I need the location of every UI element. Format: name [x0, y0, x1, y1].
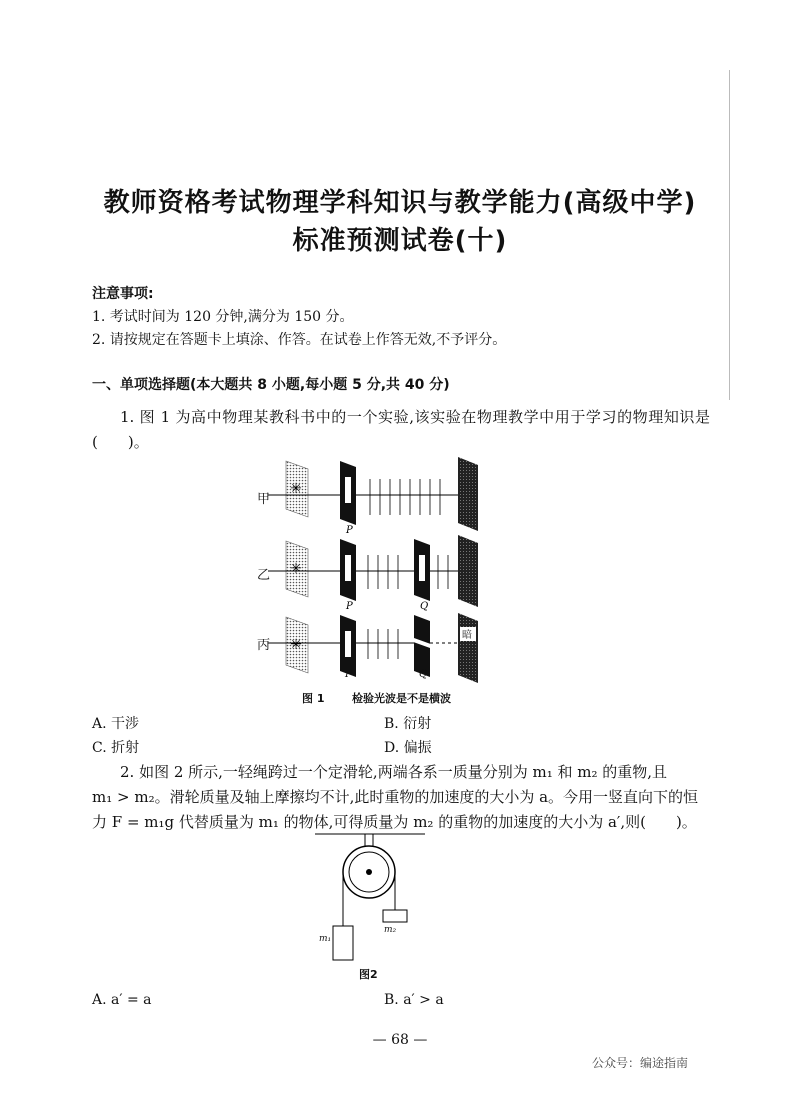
figure-1-polarization [250, 455, 490, 685]
figure-row-yi [268, 535, 478, 612]
figure-1-dark-label: 暗 [462, 630, 472, 641]
figure-1-row-label-bing: 丙 [257, 638, 271, 653]
section-heading: 一、单项选择题(本大题共 8 小题,每小题 5 分,共 40 分) [92, 377, 450, 393]
watermark-text: 公众号：编途指南 [592, 1056, 689, 1070]
svg-text:✳: ✳ [290, 481, 302, 497]
figure-2-label-m1: m₁ [319, 934, 332, 944]
exam-title-line1: 教师资格考试物理学科知识与教学能力(高级中学) [103, 188, 697, 218]
svg-text:Q: Q [420, 601, 429, 612]
figure-2-caption: 图2 [359, 968, 378, 981]
q1-option-d: D. 偏振 [384, 740, 432, 756]
question-2-line-3: 力 F = m₁g 代替质量为 m₁ 的物体,可得质量为 m₂ 的重物的加速度的大小为 a′,则( )。 [92, 813, 697, 831]
question-2-line-2: m₁ > m₂。滑轮质量及轴上摩擦均不计,此时重物的加速度的大小为 a。今用一竖直向下的恒 [92, 788, 699, 806]
figure-2-pulley [315, 826, 435, 966]
question-2-line-1: 2. 如图 2 所示,一轻绳跨过一个定滑轮,两端各系一质量分别为 m₁ 和 m₂ 的重物,且 [120, 763, 668, 781]
q1-option-b: B. 衍射 [384, 716, 432, 732]
q2-option-b: B. a′ > a [384, 992, 444, 1008]
svg-text:P: P [346, 525, 353, 536]
q1-option-a: A. 干涉 [92, 716, 140, 732]
svg-text:P: P [346, 601, 353, 612]
figure-1-caption-number: 图 1 [302, 692, 325, 705]
figure-row-jia [268, 457, 478, 536]
figure-row-bing [268, 613, 478, 683]
figure-2-label-m2: m₂ [384, 925, 397, 935]
svg-text:✳: ✳ [290, 637, 302, 653]
figure-1-row-label-yi: 乙 [257, 568, 271, 583]
note-item-1: 1. 考试时间为 120 分钟,满分为 150 分。 [92, 309, 354, 325]
figure-1-caption-text: 检验光波是不是横波 [352, 692, 451, 705]
question-1-text: 1. 图 1 为高中物理某教科书中的一个实验,该实验在物理教学中用于学习的物理知识是( )。 [92, 408, 710, 451]
svg-text:✳: ✳ [290, 561, 302, 577]
q1-option-c: C. 折射 [92, 740, 140, 756]
note-item-2: 2. 请按规定在答题卡上填涂、作答。在试卷上作答无效,不予评分。 [92, 332, 507, 348]
figure-1-row-label-jia: 甲 [257, 492, 271, 507]
figure-1-label-q2: Q [419, 669, 428, 680]
figure-1-label-p3: P [345, 669, 352, 680]
exam-title-line2: 标准预测试卷(十) [292, 226, 508, 256]
page-number: — 68 — [372, 1032, 428, 1048]
notes-heading: 注意事项: [92, 286, 154, 302]
q2-option-a: A. a′ = a [92, 992, 152, 1008]
